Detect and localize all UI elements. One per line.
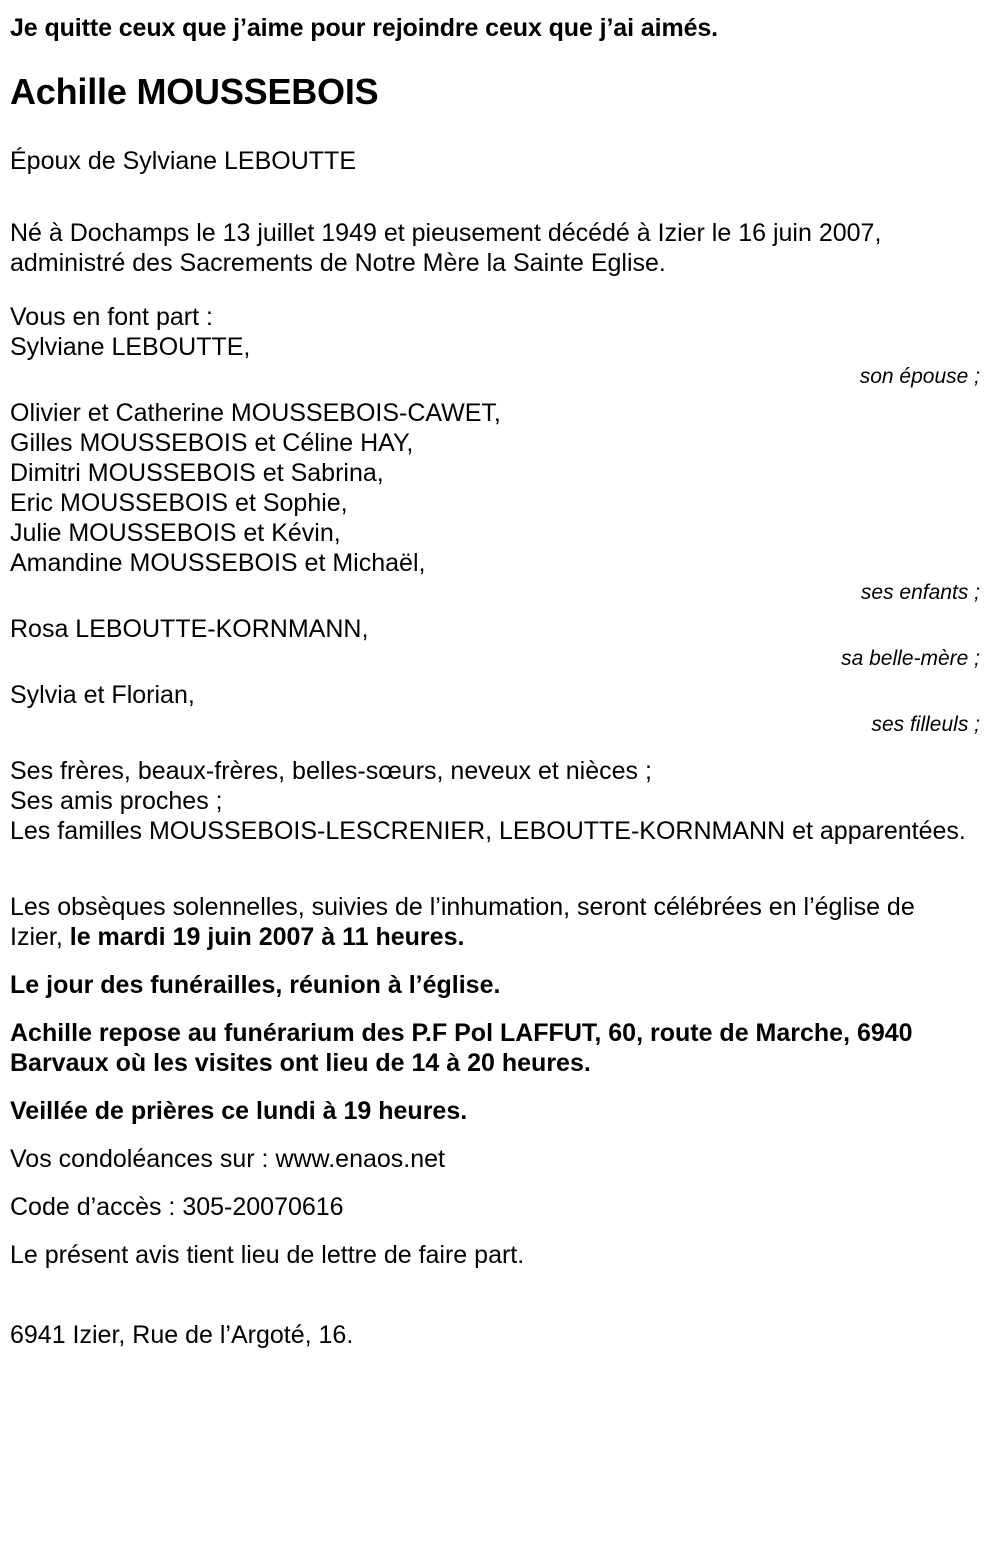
extended-family-list bbox=[10, 756, 988, 846]
spouse-of-line: Époux de Sylviane LEBOUTTE bbox=[10, 147, 356, 175]
extended-family-line: Les familles MOUSSEBOIS-LESCRENIER, LEBOUTTE-KORNMANN et apparentées. bbox=[10, 817, 966, 845]
ceremony-datetime: le mardi 19 juin 2007 à 11 heures. bbox=[69, 923, 465, 951]
vigil-note: Veillée de prières ce lundi à 19 heures. bbox=[10, 1097, 468, 1125]
relative-name: Olivier et Catherine MOUSSEBOIS-CAWET, bbox=[10, 399, 501, 427]
relation-label: son épouse ; bbox=[859, 365, 980, 388]
family-group bbox=[10, 680, 988, 738]
family-group bbox=[10, 398, 988, 606]
relative-name: Rosa LEBOUTTE-KORNMANN, bbox=[10, 615, 369, 643]
relative-name: Julie MOUSSEBOIS et Kévin, bbox=[10, 519, 341, 547]
announcement-intro: Vous en font part : bbox=[10, 303, 213, 331]
biography-paragraph: Né à Dochamps le 13 juillet 1949 et pieusement décédé à Izier le 16 juin 2007, administré des Sacrements de Notre Mère la Sainte Eglise. bbox=[10, 219, 882, 277]
relation-label: ses enfants ; bbox=[860, 581, 980, 604]
condolences-line: Vos condoléances sur : www.enaos.net bbox=[10, 1145, 445, 1173]
relation-label: sa belle-mère ; bbox=[841, 647, 980, 670]
relative-name: Dimitri MOUSSEBOIS et Sabrina, bbox=[10, 459, 384, 487]
ceremony-text: Les obsèques solennelles, suivies de l’inhumation, seront célébrées en l’église de Izier, bbox=[10, 893, 915, 951]
relative-name: Sylvia et Florian, bbox=[10, 681, 195, 709]
relative-name: Sylviane LEBOUTTE, bbox=[10, 333, 251, 361]
deceased-name: Achille MOUSSEBOIS bbox=[10, 71, 379, 112]
relation-label: ses filleuls ; bbox=[871, 713, 980, 736]
reunion-note: Le jour des funérailles, réunion à l’église. bbox=[10, 971, 501, 999]
legal-note: Le présent avis tient lieu de lettre de faire part. bbox=[10, 1241, 525, 1269]
extended-family-line: Ses frères, beaux-frères, belles-sœurs, neveux et nièces ; bbox=[10, 757, 652, 785]
access-code-line: Code d’accès : 305-20070616 bbox=[10, 1193, 344, 1221]
relative-name: Amandine MOUSSEBOIS et Michaël, bbox=[10, 549, 426, 577]
relative-name: Eric MOUSSEBOIS et Sophie, bbox=[10, 489, 348, 517]
epitaph-quote: Je quitte ceux que j’aime pour rejoindre ceux que j’ai aimés. bbox=[10, 14, 719, 42]
family-group bbox=[10, 614, 988, 672]
address-line: 6941 Izier, Rue de l’Argoté, 16. bbox=[10, 1321, 354, 1349]
ceremony-paragraph bbox=[10, 892, 972, 952]
relative-name: Gilles MOUSSEBOIS et Céline HAY, bbox=[10, 429, 414, 457]
extended-family-line: Ses amis proches ; bbox=[10, 787, 223, 815]
family-group bbox=[10, 332, 988, 390]
funeral-home-info: Achille repose au funérarium des P.F Pol LAFFUT, 60, route de Marche, 6940 Barvaux où les visites ont lieu de 14 à 20 heures. bbox=[10, 1019, 913, 1077]
